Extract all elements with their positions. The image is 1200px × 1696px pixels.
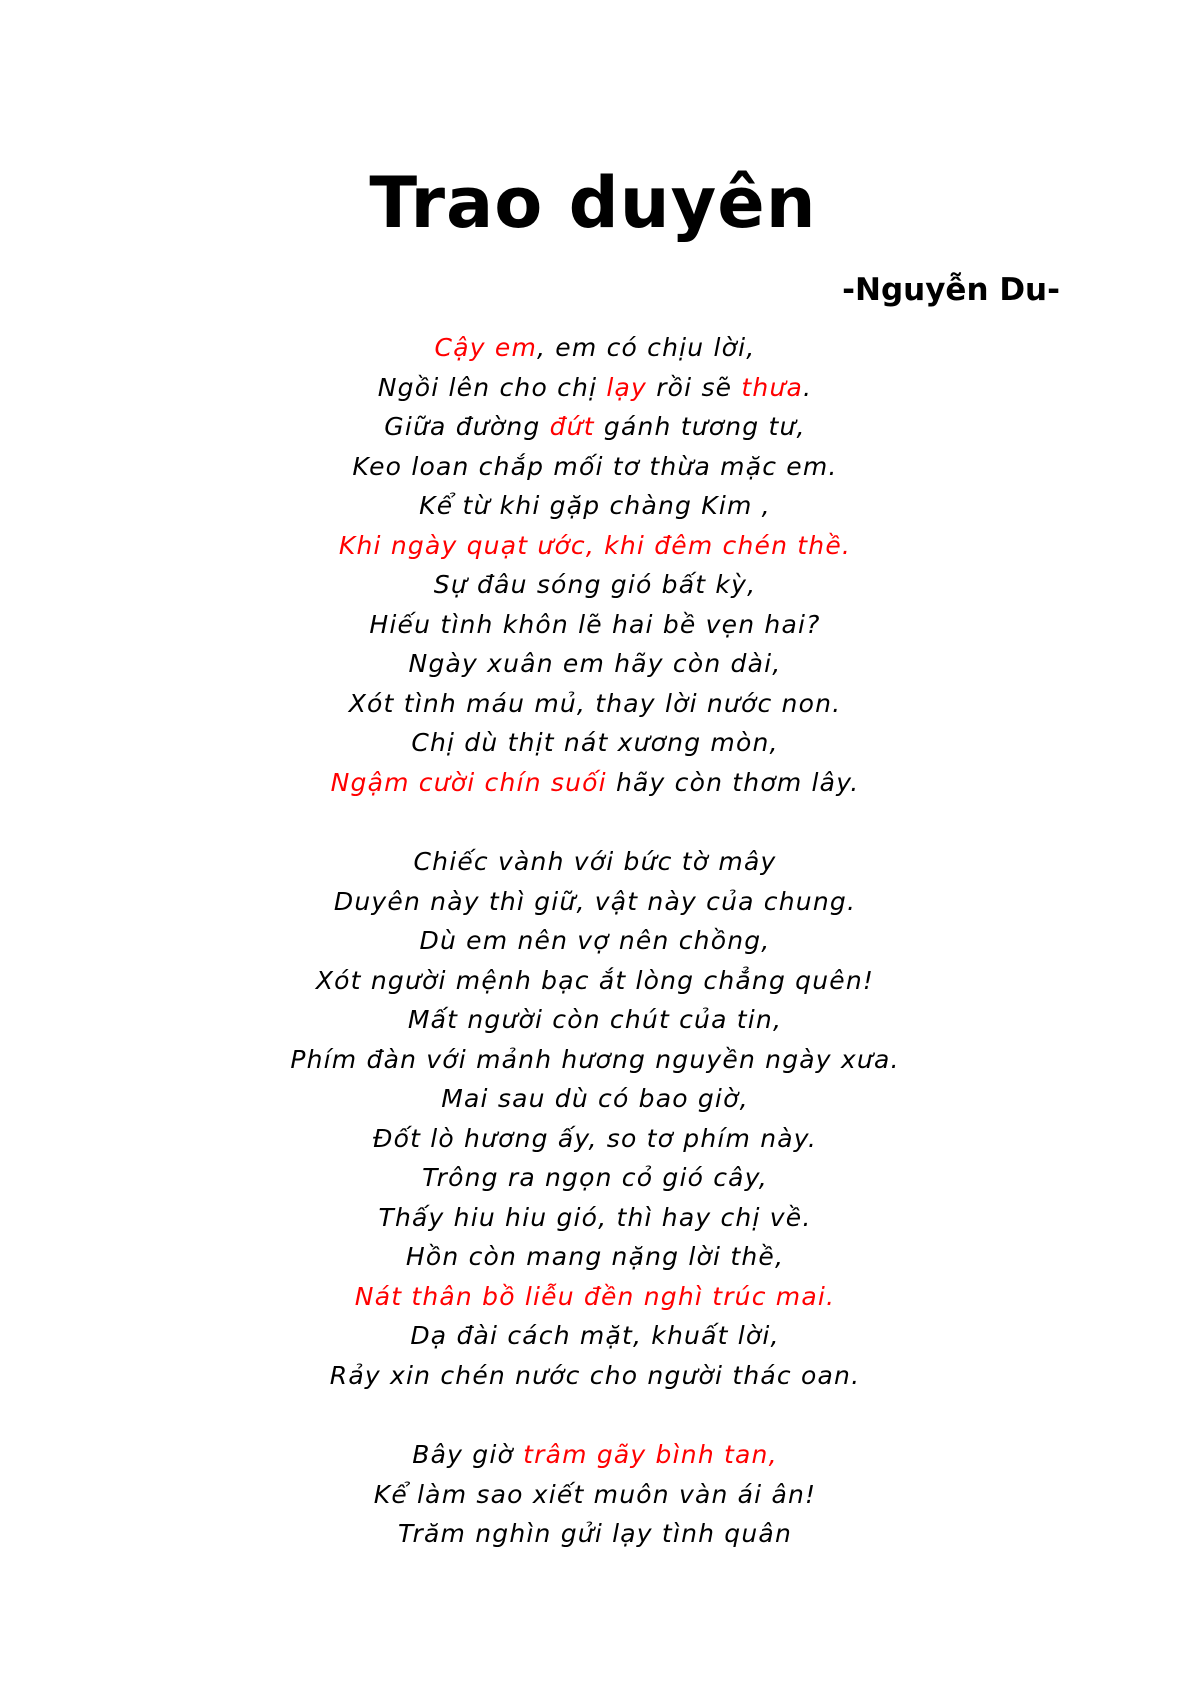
line-text: Đốt lò hương ấy, so tơ phím này.: [373, 1123, 817, 1153]
line-text: Mất người còn chút của tin,: [407, 1005, 783, 1034]
line-text: Duyên này thì giữ, vật này của chung.: [333, 886, 857, 916]
highlighted-text: trâm gãy bình tan,: [523, 1440, 778, 1469]
poem-line: [0, 1079, 1200, 1119]
line-text: Sự đâu sóng gió bất kỳ,: [433, 570, 757, 599]
highlighted-text: Khi ngày quạt ước, khi đêm chén thề.: [338, 530, 852, 560]
line-text: , em có chịu lời,: [537, 333, 756, 362]
poem-line: [0, 723, 1200, 763]
line-text: Phím đàn với mảnh hương nguyền ngày xưa.: [290, 1044, 900, 1074]
poem-line: [0, 1158, 1200, 1198]
highlighted-text: đứt: [549, 412, 595, 441]
line-text: Trông ra ngọn cỏ gió cây,: [422, 1163, 768, 1192]
line-text: Thấy hiu hiu gió, thì hay chị về.: [378, 1202, 812, 1232]
line-text: Rảy xin chén nước cho người thác oan.: [329, 1360, 861, 1390]
line-text: Ngày xuân em hãy còn dài,: [408, 649, 782, 678]
poem-line: [0, 1237, 1200, 1277]
poem-line: [0, 486, 1200, 526]
highlighted-text: Cậy em: [434, 333, 537, 362]
line-text: Mai sau dù có bao giờ,: [441, 1084, 749, 1113]
line-text: Trăm nghìn gửi lạy tình quân: [397, 1519, 792, 1548]
poem-line: [0, 1356, 1200, 1396]
poem-line: [0, 565, 1200, 605]
line-text: Ngồi lên cho chị: [377, 372, 607, 402]
poem-line: [0, 763, 1200, 803]
line-text: Kể từ khi gặp chàng Kim ,: [419, 491, 771, 520]
line-text: Xót tình máu mủ, thay lời nước non.: [348, 688, 842, 718]
line-text: Hồn còn mang nặng lời thề,: [405, 1242, 785, 1271]
poem-line: [0, 605, 1200, 645]
poem-stanza: [0, 328, 1200, 802]
poem-title: Trao duyên: [369, 162, 817, 244]
poem-line: [0, 1119, 1200, 1159]
highlighted-text: Nát thân bồ liễu đền nghì trúc mai.: [354, 1281, 836, 1311]
poem-line: [0, 1435, 1200, 1475]
line-text: Kể làm sao xiết muôn vàn ái ân!: [373, 1479, 817, 1509]
poem-stanza: [0, 842, 1200, 1395]
poem-line: [0, 1000, 1200, 1040]
line-text: Keo loan chắp mối tơ thừa mặc em.: [352, 451, 838, 481]
line-text: .: [803, 372, 813, 402]
poem-line: [0, 684, 1200, 724]
poem-line: [0, 447, 1200, 487]
poem-line: [0, 644, 1200, 684]
poem-line: [0, 1198, 1200, 1238]
poem-line: [0, 882, 1200, 922]
highlighted-text: thưa: [741, 372, 804, 402]
line-text: Dù em nên vợ nên chồng,: [419, 926, 771, 955]
poem-line: [0, 526, 1200, 566]
line-text: Chị dù thịt nát xương mòn,: [411, 728, 779, 757]
poem-line: [0, 1475, 1200, 1515]
highlighted-text: lạy: [606, 372, 648, 402]
poem-line: [0, 961, 1200, 1001]
poem-line: [0, 1316, 1200, 1356]
line-text: rồi sẽ: [647, 372, 742, 402]
line-text: Chiếc vành với bức tờ mây: [413, 847, 777, 876]
line-text: hãy còn thơm lây.: [606, 767, 860, 797]
line-text: Hiếu tình khôn lẽ hai bề vẹn hai?: [369, 609, 821, 639]
line-text: gánh tương tư,: [594, 412, 806, 441]
line-text: Giữa đường: [384, 412, 550, 441]
line-text: Bây giờ: [412, 1440, 524, 1469]
poem-line: [0, 407, 1200, 447]
poem-body: [0, 328, 1200, 1594]
line-text: Xót người mệnh bạc ắt lòng chẳng quên!: [315, 965, 875, 995]
line-text: Dạ đài cách mặt, khuất lời,: [410, 1321, 780, 1350]
poem-stanza: [0, 1435, 1200, 1554]
poem-line: [0, 368, 1200, 408]
poem-author: -Nguyễn Du-: [842, 272, 1060, 308]
poem-line: [0, 842, 1200, 882]
poem-line: [0, 921, 1200, 961]
poem-line: [0, 1040, 1200, 1080]
highlighted-text: Ngậm cười chín suối: [330, 767, 607, 797]
poem-line: [0, 328, 1200, 368]
poem-line: [0, 1277, 1200, 1317]
poem-line: [0, 1514, 1200, 1554]
